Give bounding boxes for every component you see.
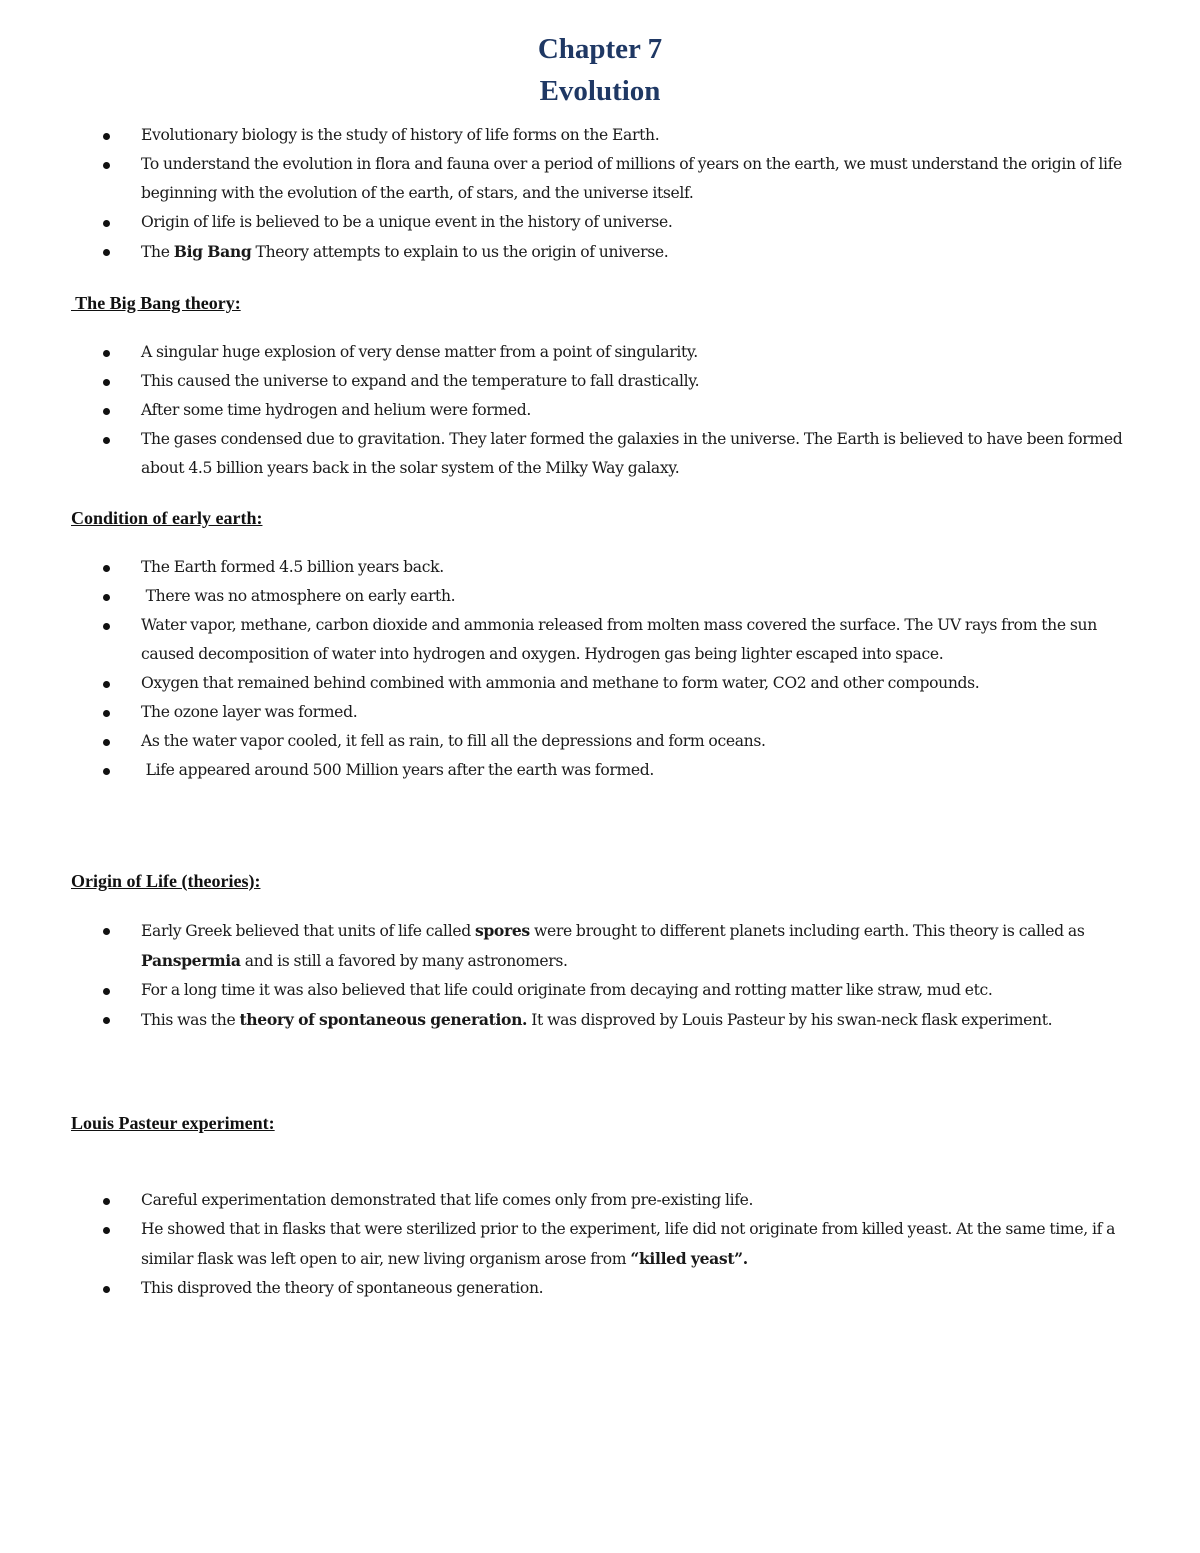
list-item: Oxygen that remained behind combined with ammonia and methane to form water, CO2 and other compounds.: [0, 669, 1140, 698]
section-heading-origin-of-life: Origin of Life (theories):: [71, 871, 261, 891]
list-item: Careful experimentation demonstrated that life comes only from pre-existing life.: [0, 1186, 1140, 1215]
bold-term: theory of spontaneous generation.: [239, 1010, 528, 1029]
list-item: This was the theory of spontaneous generation. It was disproved by Louis Pasteur by his swan-neck flask experiment.: [0, 1005, 1140, 1035]
bullet-icon: [103, 1227, 110, 1234]
bullet-icon: [103, 249, 110, 256]
bullet-icon: [103, 220, 110, 227]
bullet-icon: [103, 437, 110, 444]
list-item: The ozone layer was formed.: [0, 698, 1140, 727]
bullet-icon: [103, 350, 110, 357]
bullet-icon: [103, 1017, 110, 1024]
pasteur-list: [0, 1186, 1140, 1303]
bullet-icon: [103, 565, 110, 572]
bullet-icon: [103, 768, 110, 775]
bullet-icon: [103, 408, 110, 415]
bullet-icon: [103, 623, 110, 630]
bullet-icon: [103, 594, 110, 601]
bullet-icon: [103, 162, 110, 169]
list-item: Early Greek believed that units of life called spores were brought to different planets including earth. This theory is called as Panspermia and is still a favored by many astronomers.: [0, 916, 1140, 976]
chapter-number: Chapter 7: [537, 33, 663, 65]
list-item: The gases condensed due to gravitation. They later formed the galaxies in the universe. The Earth is believed to have been formed about 4.5 billion years back in the solar system of the Milky Way galaxy.: [0, 425, 1140, 483]
list-item: Evolutionary biology is the study of history of life forms on the Earth.: [0, 121, 1140, 150]
origin-of-life-list: [0, 916, 1140, 1035]
section-heading-early-earth: Condition of early earth:: [71, 508, 263, 528]
list-item: For a long time it was also believed that life could originate from decaying and rotting matter like straw, mud etc.: [0, 976, 1140, 1005]
bullet-icon: [103, 1286, 110, 1293]
title-block: [0, 28, 1200, 112]
list-item: As the water vapor cooled, it fell as rain, to fill all the depressions and form oceans.: [0, 727, 1140, 756]
bullet-icon: [103, 379, 110, 386]
list-item: After some time hydrogen and helium were formed.: [0, 396, 1140, 425]
big-bang-list: [0, 338, 1140, 483]
list-item: He showed that in flasks that were sterilized prior to the experiment, life did not originate from killed yeast. At the same time, if a similar flask was left open to air, new living organism arose from “killed yeast”.: [0, 1215, 1140, 1274]
early-earth-list: [0, 553, 1140, 785]
chapter-title: Evolution: [539, 75, 661, 107]
list-item: This caused the universe to expand and the temperature to fall drastically.: [0, 367, 1140, 396]
bullet-icon: [103, 710, 110, 717]
intro-list: [0, 121, 1140, 267]
list-item: This disproved the theory of spontaneous generation.: [0, 1274, 1140, 1303]
list-item: There was no atmosphere on early earth.: [0, 582, 1140, 611]
bullet-icon: [103, 739, 110, 746]
bold-term: “killed yeast”.: [630, 1249, 748, 1268]
bold-term: spores: [474, 921, 530, 940]
list-item: The Earth formed 4.5 billion years back.: [0, 553, 1140, 582]
bold-term: Big Bang: [173, 242, 252, 261]
bullet-icon: [103, 928, 110, 935]
section-heading-pasteur: Louis Pasteur experiment:: [71, 1113, 275, 1133]
list-item: A singular huge explosion of very dense matter from a point of singularity.: [0, 338, 1140, 367]
bullet-icon: [103, 1198, 110, 1205]
bullet-icon: [103, 681, 110, 688]
bullet-icon: [103, 988, 110, 995]
list-item: Origin of life is believed to be a unique event in the history of universe.: [0, 208, 1140, 237]
section-heading-big-bang: The Big Bang theory:: [71, 293, 241, 313]
bold-term: Panspermia: [141, 951, 241, 970]
list-item: Water vapor, methane, carbon dioxide and ammonia released from molten mass covered the surface. The UV rays from the sun caused decomposition of water into hydrogen and oxygen. Hydrogen gas being lighter escaped into space.: [0, 611, 1140, 669]
list-item: To understand the evolution in flora and fauna over a period of millions of years on the earth, we must understand the origin of life beginning with the evolution of the earth, of stars, and the universe itself.: [0, 150, 1140, 208]
list-item: Life appeared around 500 Million years after the earth was formed.: [0, 756, 1140, 785]
bullet-icon: [103, 133, 110, 140]
list-item: The Big Bang Theory attempts to explain to us the origin of universe.: [0, 237, 1140, 267]
